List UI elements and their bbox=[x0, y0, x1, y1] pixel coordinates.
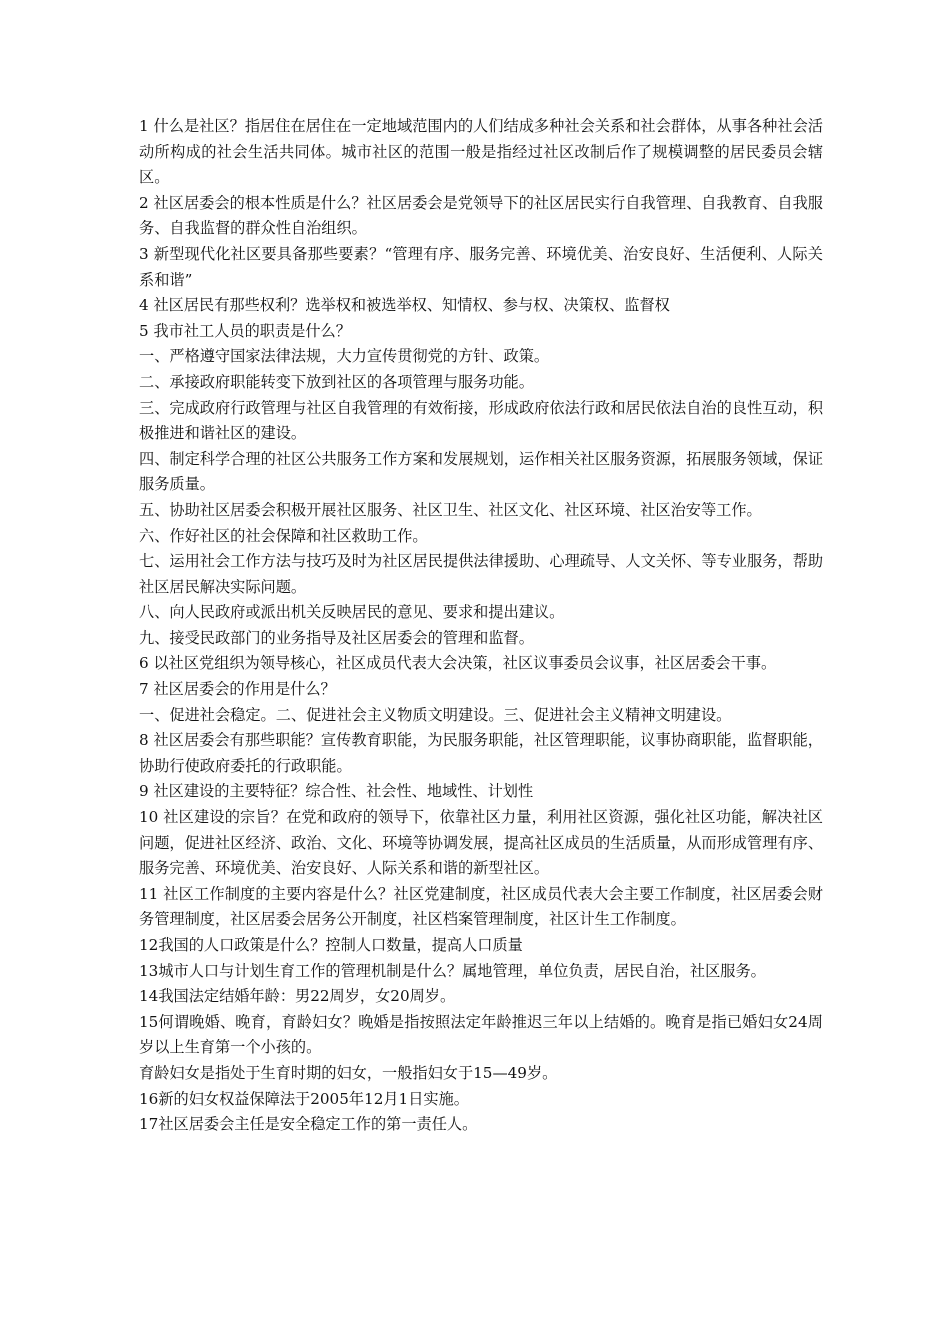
paragraph-q4: 4 社区居民有那些权利？选举权和被选举权、知情权、参与权、决策权、监督权 bbox=[139, 296, 670, 315]
paragraph-duty-7: 七、运用社会工作方法与技巧及时为社区居民提供法律援助、心理疏导、人文关怀、等专业服务，帮助社区居民解决实际问题。 bbox=[139, 552, 823, 596]
paragraph-q14: 14我国法定结婚年龄：男22周岁，女20周岁。 bbox=[139, 987, 456, 1006]
paragraph-q10: 10 社区建设的宗旨？在党和政府的领导下，依靠社区力量，利用社区资源，强化社区功能，解决社区问题，促进社区经济、政治、文化、环境等协调发展，提高社区成员的生活质量，从而形成管理有序、服务完善、环境优美、治安良好、人际关系和谐的新型社区。 bbox=[139, 808, 823, 878]
paragraph-q11: 11 社区工作制度的主要内容是什么？社区党建制度，社区成员代表大会主要工作制度，社区居委会财务管理制度，社区居委会居务公开制度，社区档案管理制度，社区计生工作制度。 bbox=[139, 884, 823, 929]
paragraph-duty-2: 二、承接政府职能转变下放到社区的各项管理与服务功能。 bbox=[139, 372, 534, 391]
paragraph-q16: 16新的妇女权益保障法于2005年12月1日实施。 bbox=[139, 1089, 469, 1108]
paragraph-q1: 1 什么是社区？指居住在居住在一定地域范围内的人们结成多种社会关系和社会群体，从事各种社会活动所构成的社会生活共同体。城市社区的范围一般是指经过社区改制后作了规模调整的居民委员会辖区。 bbox=[139, 117, 823, 187]
paragraph-q8: 8 社区居委会有那些职能？宣传教育职能，为民服务职能，社区管理职能，议事协商职能，监督职能，协助行使政府委托的行政职能。 bbox=[139, 731, 823, 775]
paragraph-q13: 13城市人口与计划生育工作的管理机制是什么？属地管理，单位负责，居民自治，社区服务。 bbox=[139, 961, 766, 980]
document-body bbox=[139, 114, 823, 1138]
paragraph-duty-1: 一、严格遵守国家法律法规，大力宣传贯彻党的方针、政策。 bbox=[139, 347, 550, 366]
paragraph-q7-answer: 一、促进社会稳定。二、促进社会主义物质文明建设。三、促进社会主义精神文明建设。 bbox=[139, 705, 732, 724]
paragraph-q5: 5 我市社工人员的职责是什么？ bbox=[139, 321, 351, 340]
paragraph-q6: 6 以社区党组织为领导核心，社区成员代表大会决策，社区议事委员会议事，社区居委会干事。 bbox=[139, 654, 777, 673]
paragraph-duty-4: 四、制定科学合理的社区公共服务工作方案和发展规划，运作相关社区服务资源，拓展服务领域，保证服务质量。 bbox=[139, 449, 823, 494]
paragraph-q15: 15何谓晚婚、晚育，育龄妇女？晚婚是指按照法定年龄推迟三年以上结婚的。晚育是指已婚妇女24周岁以上生育第一个小孩的。 bbox=[139, 1012, 823, 1057]
paragraph-duty-8: 八、向人民政府或派出机关反映居民的意见、要求和提出建议。 bbox=[139, 603, 565, 622]
paragraph-q15-cont: 育龄妇女是指处于生育时期的妇女，一般指妇女于15—49岁。 bbox=[139, 1063, 558, 1082]
paragraph-duty-9: 九、接受民政部门的业务指导及社区居委会的管理和监督。 bbox=[139, 628, 534, 647]
paragraph-q3: 3 新型现代化社区要具备那些要素？“管理有序、服务完善、环境优美、治安良好、生活便利、人际关系和谐” bbox=[139, 244, 823, 289]
paragraph-q7: 7 社区居委会的作用是什么？ bbox=[139, 680, 336, 699]
paragraph-q12: 12我国的人口政策是什么？控制人口数量，提高人口质量 bbox=[139, 936, 523, 954]
paragraph-q9: 9 社区建设的主要特征？综合性、社会性、地域性、计划性 bbox=[139, 782, 534, 801]
paragraph-duty-6: 六、作好社区的社会保障和社区救助工作。 bbox=[139, 526, 428, 545]
paragraph-duty-3: 三、完成政府行政管理与社区自我管理的有效衔接，形成政府依法行政和居民依法自治的良性互动，积极推进和谐社区的建设。 bbox=[139, 398, 823, 443]
paragraph-q17: 17社区居委会主任是安全稳定工作的第一责任人。 bbox=[139, 1115, 478, 1134]
paragraph-duty-5: 五、协助社区居委会积极开展社区服务、社区卫生、社区文化、社区环境、社区治安等工作。 bbox=[139, 500, 762, 519]
paragraph-q2: 2 社区居委会的根本性质是什么？社区居委会是党领导下的社区居民实行自我管理、自我教育、自我服务、自我监督的群众性自治组织。 bbox=[139, 193, 823, 238]
